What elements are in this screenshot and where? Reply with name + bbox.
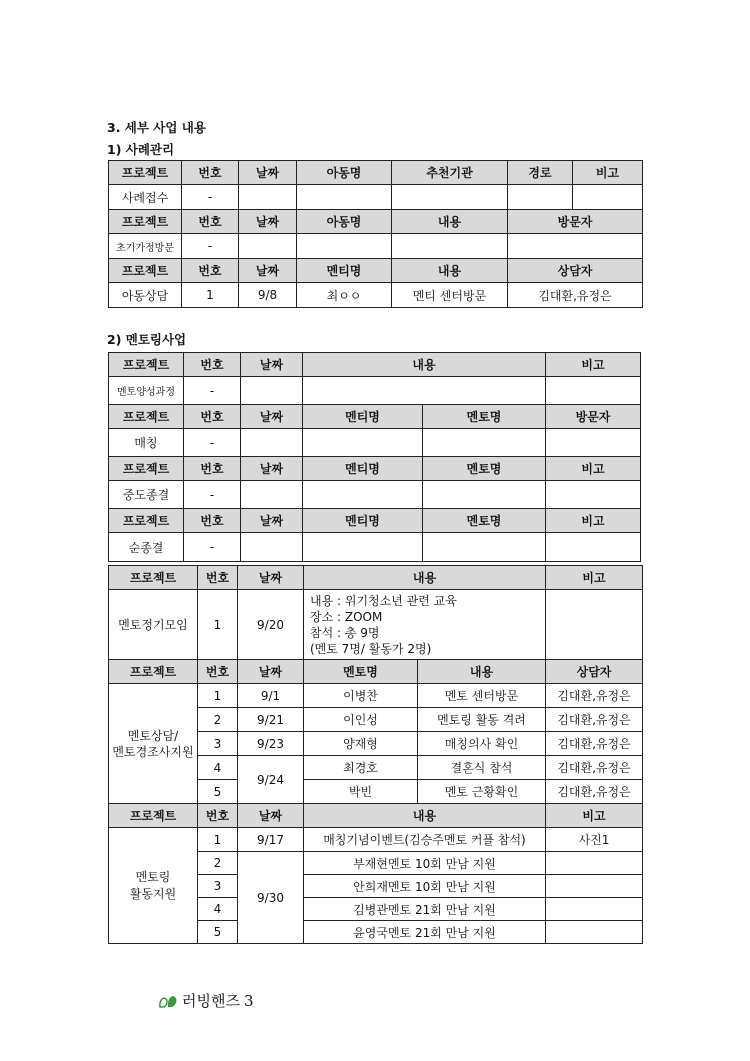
table-cell: 멘토양성과정: [109, 377, 184, 405]
header-cell: 추천기관: [392, 161, 508, 185]
table-cell: [303, 429, 423, 457]
table-cell: 1: [198, 684, 238, 708]
table-header-row: [109, 457, 641, 481]
table-cell: [423, 429, 546, 457]
header-cell: 날짜: [239, 161, 297, 185]
header-cell: 비고: [573, 161, 643, 185]
table-cell: [546, 377, 641, 405]
table-row: [109, 684, 643, 708]
header-cell: 번호: [182, 210, 239, 234]
header-cell: 번호: [198, 660, 238, 684]
table-cell: 김대환,유정은: [546, 780, 643, 804]
table-header-row: [109, 509, 641, 533]
table-cell: 멘토 근황확인: [418, 780, 546, 804]
table-cell: 5: [198, 780, 238, 804]
header-cell: 비고: [546, 509, 641, 533]
header-cell: 상담자: [508, 259, 643, 283]
header-cell: 번호: [198, 804, 238, 828]
header-cell: 내용: [392, 259, 508, 283]
project-line: 멘토경조사지원: [112, 744, 194, 759]
header-cell: 프로젝트: [109, 405, 184, 429]
table-header-row: [109, 405, 641, 429]
table-cell: 9/30: [238, 852, 304, 944]
header-cell: 멘티명: [303, 457, 423, 481]
header-cell: 번호: [184, 457, 241, 481]
table-cell: 김대환,유정은: [546, 756, 643, 780]
header-cell: 멘토명: [304, 660, 418, 684]
table-cell: 멘토링 활동 격려: [418, 708, 546, 732]
table-cell: 9/8: [239, 283, 297, 308]
table-cell: [241, 533, 303, 562]
table-row: [109, 590, 643, 660]
table-cell: [546, 921, 643, 944]
table-header-row: [109, 353, 641, 377]
table-cell: 2: [198, 852, 238, 875]
table-cell: -: [182, 185, 239, 210]
table-cell: [508, 234, 643, 259]
table-cell: 멘티 센터방문: [392, 283, 508, 308]
table-cell: 2: [198, 708, 238, 732]
header-cell: 날짜: [238, 566, 304, 590]
table-cell: [392, 234, 508, 259]
header-cell: 프로젝트: [109, 660, 198, 684]
table-row: [109, 481, 641, 509]
table-cell: 4: [198, 756, 238, 780]
header-cell: 날짜: [238, 804, 304, 828]
table-cell: [241, 377, 303, 405]
header-cell: 내용: [304, 566, 546, 590]
table-cell: [297, 234, 392, 259]
header-cell: 날짜: [241, 353, 303, 377]
table-cell: 사진1: [546, 828, 643, 852]
table-cell: [303, 533, 423, 562]
table-cell: 이병찬: [304, 684, 418, 708]
table-cell: [303, 481, 423, 509]
table-cell: [508, 185, 573, 210]
header-cell: 번호: [184, 405, 241, 429]
table-cell: [241, 429, 303, 457]
header-cell: 프로젝트: [109, 353, 184, 377]
header-cell: 내용: [304, 804, 546, 828]
meeting-detail-line: 참석 : 총 9명: [310, 625, 380, 640]
table-cell: 1: [198, 828, 238, 852]
header-cell: 날짜: [239, 210, 297, 234]
table-cell: 박빈: [304, 780, 418, 804]
header-cell: 멘토명: [423, 457, 546, 481]
table-cell: -: [184, 429, 241, 457]
table-cell: 김대환,유정은: [508, 283, 643, 308]
header-cell: 날짜: [241, 457, 303, 481]
table-cell: [546, 852, 643, 875]
table-cell: [546, 590, 643, 660]
table-row: [109, 828, 643, 852]
project-cell: [109, 828, 198, 944]
table-cell: -: [184, 377, 241, 405]
header-cell: 상담자: [546, 660, 643, 684]
header-cell: 비고: [546, 457, 641, 481]
table-cell: 9/21: [238, 708, 304, 732]
table-cell: 1: [198, 590, 238, 660]
table-cell: 9/23: [238, 732, 304, 756]
subsection-case-management: 1) 사례관리: [107, 142, 175, 157]
table-header-row: [109, 660, 643, 684]
table-cell: 최ㅇㅇ: [297, 283, 392, 308]
table-row: [109, 533, 641, 562]
header-cell: 날짜: [238, 660, 304, 684]
header-cell: 내용: [392, 210, 508, 234]
table-header-row: [109, 210, 643, 234]
header-cell: 멘티명: [303, 405, 423, 429]
table-cell: 사례접수: [109, 185, 182, 210]
table-cell: 김대환,유정은: [546, 708, 643, 732]
table-row: [109, 185, 643, 210]
table-cell: 아동상담: [109, 283, 182, 308]
table-row: [109, 283, 643, 308]
header-cell: 번호: [184, 509, 241, 533]
table-cell: 김대환,유정은: [546, 732, 643, 756]
table-cell: [239, 185, 297, 210]
table-header-row: [109, 259, 643, 283]
table-cell: 매칭의사 확인: [418, 732, 546, 756]
table-cell: 순종결: [109, 533, 184, 562]
table-header-row: [109, 804, 643, 828]
table-cell: 중도종결: [109, 481, 184, 509]
table-cell: -: [184, 481, 241, 509]
header-cell: 비고: [546, 566, 643, 590]
table-cell: 3: [198, 732, 238, 756]
header-cell: 내용: [303, 353, 546, 377]
project-line: 멘토링: [135, 869, 171, 884]
project-line: 활동지원: [129, 886, 177, 901]
table-cell: 최경호: [304, 756, 418, 780]
table-cell: 안희재멘토 10회 만남 지원: [304, 875, 546, 898]
header-cell: 방문자: [508, 210, 643, 234]
header-cell: 날짜: [239, 259, 297, 283]
header-cell: 날짜: [241, 509, 303, 533]
table-row: [109, 234, 643, 259]
table-cell: 초기가정방문: [109, 234, 182, 259]
mentoring-table: [108, 352, 641, 562]
header-cell: 프로젝트: [109, 161, 182, 185]
table-cell: [297, 185, 392, 210]
meeting-detail-line: 내용 : 위기청소년 관련 교육: [310, 593, 457, 608]
table-cell: [423, 533, 546, 562]
table-cell: -: [184, 533, 241, 562]
mentoring-activity-table: [108, 565, 643, 944]
table-cell: [573, 185, 643, 210]
table-cell: [392, 185, 508, 210]
table-cell: [241, 481, 303, 509]
subsection-mentoring: 2) 멘토링사업: [107, 332, 187, 347]
table-cell: [303, 377, 546, 405]
table-cell: -: [182, 234, 239, 259]
header-cell: 멘토명: [423, 405, 546, 429]
meeting-detail-line: 장소 : ZOOM: [310, 609, 383, 624]
table-cell: 4: [198, 898, 238, 921]
header-cell: 프로젝트: [109, 509, 184, 533]
table-cell: 양재형: [304, 732, 418, 756]
table-row: [109, 377, 641, 405]
header-cell: 프로젝트: [109, 457, 184, 481]
table-cell: 멘토 센터방문: [418, 684, 546, 708]
footer-brand: 러빙핸즈: [182, 992, 240, 1010]
header-cell: 아동명: [297, 161, 392, 185]
table-cell: 9/1: [238, 684, 304, 708]
page-number: 3: [243, 991, 254, 1010]
header-cell: 번호: [198, 566, 238, 590]
table-cell: 9/24: [238, 756, 304, 804]
table-cell: 9/20: [238, 590, 304, 660]
header-cell: 멘티명: [303, 509, 423, 533]
table-cell: 1: [182, 283, 239, 308]
table-cell: [546, 898, 643, 921]
table-header-row: [109, 161, 643, 185]
loving-hands-logo-icon: [158, 993, 180, 1009]
project-cell: [109, 684, 198, 804]
header-cell: 비고: [546, 353, 641, 377]
table-row: [109, 429, 641, 457]
header-cell: 프로젝트: [109, 210, 182, 234]
header-cell: 프로젝트: [109, 804, 198, 828]
table-cell: 윤영국멘토 21회 만남 지원: [304, 921, 546, 944]
header-cell: 아동명: [297, 210, 392, 234]
table-cell: [423, 481, 546, 509]
header-cell: 경로: [508, 161, 573, 185]
header-cell: 번호: [182, 161, 239, 185]
table-cell: 매칭: [109, 429, 184, 457]
table-cell: 3: [198, 875, 238, 898]
table-cell: 김병관멘토 21회 만남 지원: [304, 898, 546, 921]
project-line: 멘토상담/: [127, 728, 179, 743]
header-cell: 번호: [184, 353, 241, 377]
table-cell: 5: [198, 921, 238, 944]
table-cell: [546, 533, 641, 562]
table-cell: 결혼식 참석: [418, 756, 546, 780]
table-cell: 김대환,유정은: [546, 684, 643, 708]
header-cell: 비고: [546, 804, 643, 828]
meeting-detail-line: (멘토 7명/ 활동가 2명): [310, 641, 432, 656]
table-cell: [239, 234, 297, 259]
table-header-row: [109, 566, 643, 590]
table-cell: 9/17: [238, 828, 304, 852]
table-cell: [546, 481, 641, 509]
table-cell: 이인성: [304, 708, 418, 732]
case-management-table: [108, 160, 643, 308]
table-cell: 부재현멘토 10회 만남 지원: [304, 852, 546, 875]
table-cell: [546, 429, 641, 457]
header-cell: 프로젝트: [109, 259, 182, 283]
header-cell: 내용: [418, 660, 546, 684]
header-cell: 번호: [182, 259, 239, 283]
meeting-details-cell: [304, 590, 546, 660]
page-footer: [158, 990, 254, 1011]
table-cell: 멘토정기모임: [109, 590, 198, 660]
table-cell: [546, 875, 643, 898]
table-cell: 매칭기념이벤트(김승주멘토 커플 참석): [304, 828, 546, 852]
header-cell: 날짜: [241, 405, 303, 429]
header-cell: 방문자: [546, 405, 641, 429]
header-cell: 멘티명: [297, 259, 392, 283]
header-cell: 프로젝트: [109, 566, 198, 590]
section-title: 3. 세부 사업 내용: [107, 120, 206, 135]
header-cell: 멘토명: [423, 509, 546, 533]
